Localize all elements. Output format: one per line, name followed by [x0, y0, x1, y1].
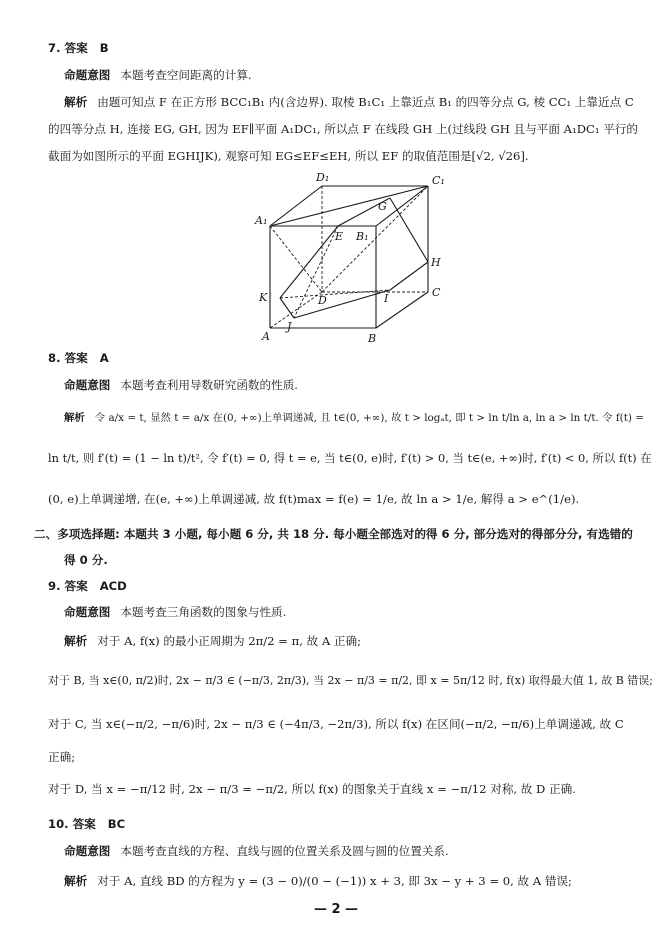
q8-heading: 8. 答案 A: [48, 351, 109, 365]
label-k: K: [259, 291, 268, 304]
label-a: A: [262, 330, 270, 343]
q8-analysis-2: ln t/t, 则 f′(t) = (1 − ln t)/t², 令 f′(t) = 0, 得 t = e, 当 t∈(0, e)时, f′(t) > 0, 当 t∈(e, +∞)时, f′(t) < 0, 所以 f(t) 在: [48, 451, 652, 465]
q9-analysis-2: 对于 B, 当 x∈(0, π/2)时, 2x − π/3 ∈ (−π/3, 2π/3), 当 2x − π/3 = π/2, 即 x = 5π/12 时, f(x) 取得最大值 1, 故 B 错误;: [48, 674, 653, 687]
cube-figure: [250, 168, 450, 344]
edge-hi: [390, 262, 428, 290]
q9-answer: ACD: [99, 579, 127, 593]
label-j: J: [287, 320, 292, 333]
label-d1: D₁: [316, 171, 330, 184]
q8-analysis-3: (0, e)上单调递增, 在(e, +∞)上单调递减, 故 f(t)max = f(e) = 1/e, 故 ln a > 1/e, 解得 a > e^(1/e).: [48, 492, 580, 506]
edge-jk: [280, 298, 294, 318]
label-d: D: [318, 294, 327, 307]
q9-heading: 9. 答案 ACD: [48, 579, 127, 593]
label-b1: B₁: [356, 230, 369, 243]
q8-analysis-1: 解析 令 a/x = t, 显然 t = a/x 在(0, +∞)上单调递减, 且 t∈(0, +∞), 故 t > logₐt, 即 t > ln t/ln a, ln a > ln t/t. 令 f(t) =: [64, 412, 644, 424]
q7-intent: 命题意图 本题考查空间距离的计算.: [64, 68, 252, 82]
page-number: — 2 —: [313, 902, 359, 917]
q7-analysis-3: 截面为如图所示的平面 EGHIJK), 观察可知 EG≤EF≤EH, 所以 EF 的取值范围是[√2, √26].: [48, 149, 529, 163]
edge-a1d: [270, 226, 322, 292]
edge-a1d1: [270, 186, 322, 226]
edge-da: [270, 292, 322, 328]
label-c: C: [432, 286, 441, 299]
section2-heading-2: 得 0 分.: [64, 553, 108, 567]
q9-analysis-4: 正确;: [48, 750, 76, 764]
q9-intent: 命题意图 本题考查三角函数的图象与性质.: [64, 605, 287, 619]
q10-answer: BC: [107, 817, 126, 831]
section2-heading: 二、多项选择题: 本题共 3 小题, 每小题 6 分, 共 18 分. 每小题全部选对的得 6 分, 部分选对的得部分分, 有选错的: [34, 527, 633, 541]
q9-analysis-3: 对于 C, 当 x∈(−π/2, −π/6)时, 2x − π/3 ∈ (−4π/3, −2π/3), 所以 f(x) 在区间(−π/2, −π/6)上单调递减, 故 C: [48, 717, 624, 731]
q9-analysis-5: 对于 D, 当 x = −π/12 时, 2x − π/3 = −π/2, 所以 f(x) 的图象关于直线 x = −π/12 对称, 故 D 正确.: [48, 782, 576, 796]
label-g: G: [378, 200, 387, 213]
q10-intent: 命题意图 本题考查直线的方程、直线与圆的位置关系及圆与圆的位置关系.: [64, 844, 449, 858]
label-i: I: [384, 292, 389, 305]
q8-answer: A: [99, 351, 109, 365]
label-c1: C₁: [432, 174, 445, 187]
label-e: E: [335, 230, 344, 243]
edge-gh: [390, 198, 428, 262]
q7-analysis-2: 的四等分点 H, 连接 EG, GH, 因为 EF∥平面 A₁DC₁, 所以点 F 在线段 GH 上(过线段 GH 且与平面 A₁DC₁ 平行的: [48, 122, 638, 136]
q7-heading: 7. 答案 B: [48, 41, 109, 55]
label-a1: A₁: [255, 214, 268, 227]
label-h: H: [431, 256, 441, 269]
q10-analysis-1: 解析 对于 A, 直线 BD 的方程为 y = (3 − 0)/(0 − (−1)) x + 3, 即 3x − y + 3 = 0, 故 A 错误;: [64, 874, 572, 888]
q7-answer: B: [99, 41, 109, 55]
q7-analysis-1: 解析 由题可知点 F 在正方形 BCC₁B₁ 内(含边界). 取棱 B₁C₁ 上靠近点 B₁ 的四等分点 G, 棱 CC₁ 上靠近点 C: [64, 95, 634, 109]
edge-kj: [280, 290, 390, 298]
q8-intent: 命题意图 本题考查利用导数研究函数的性质.: [64, 378, 298, 392]
q10-heading: 10. 答案 BC: [48, 817, 126, 831]
q9-analysis-1: 解析 对于 A, f(x) 的最小正周期为 2π/2 = π, 故 A 正确;: [64, 634, 362, 648]
label-b: B: [368, 332, 377, 344]
